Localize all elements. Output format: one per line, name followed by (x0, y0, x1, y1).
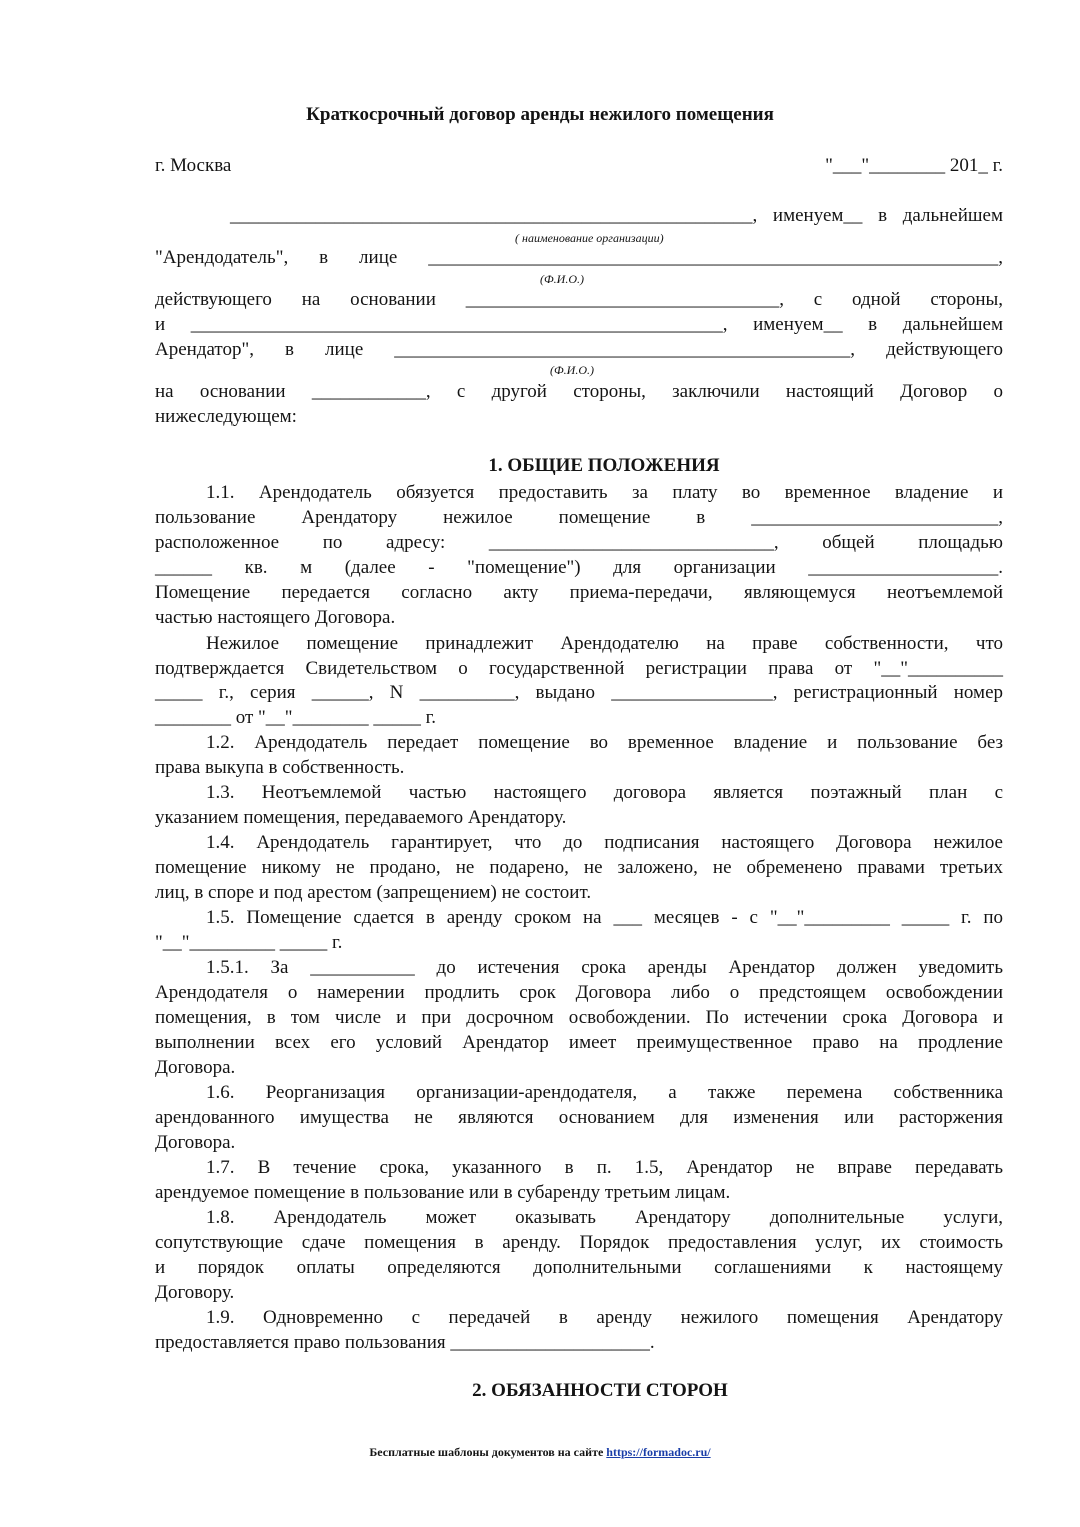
section-1-line: Договора. (155, 1057, 236, 1078)
section-1-line: арендованного имущества не являются основанием для изменения или расторжения (155, 1107, 1003, 1128)
preamble-line: нижеследующем: (155, 406, 297, 427)
section-1-line: и порядок оплаты определяются дополнительными соглашениями к настоящему (155, 1257, 1003, 1278)
section-1-line: 1.3. Неотъемлемой частью настоящего договора является поэтажный план с (206, 782, 1003, 803)
section-1-heading: 1. ОБЩИЕ ПОЛОЖЕНИЯ (488, 455, 720, 476)
section-1-line: Помещение передается согласно акту приема-передачи, являющемуся неотъемлемой (155, 582, 1003, 603)
section-1-line: 1.6. Реорганизация организации-арендодателя, а также перемена собственника (206, 1082, 1003, 1103)
section-1-line: 1.5.1. За ___________ до истечения срока аренды Арендатор должен уведомить (206, 957, 1003, 978)
section-1-line: _____ г., серия ______, N __________, выдано _________________, регистрационный номер (155, 682, 1003, 703)
footer-text: Бесплатные шаблоны документов на сайте (369, 1445, 607, 1459)
hint-fio: (Ф.И.О.) (550, 363, 594, 377)
hint-fio: (Ф.И.О.) (540, 272, 584, 286)
section-1-line: помещение никому не продано, не подарено, не заложено, не обременено правами третьих (155, 857, 1003, 878)
section-1-line: расположенное по адресу: ______________________________, общей площадью (155, 532, 1003, 553)
section-1-line: выполнении всех его условий Арендатор имеет преимущественное право на продление (155, 1032, 1003, 1053)
footer (0, 1445, 1080, 1460)
preamble-line: и ________________________________________________________, именуем__ в дальнейшем (155, 314, 1003, 335)
section-1-line: Договора. (155, 1132, 236, 1153)
section-1-line: права выкупа в собственность. (155, 757, 405, 778)
section-1-line: "__"_________ _____ г. (155, 932, 343, 953)
section-1-line: 1.2. Арендодатель передает помещение во временное владение и пользование без (206, 732, 1003, 753)
section-1-line: подтверждается Свидетельством о государственной регистрации права от "__"__________ (155, 658, 1003, 679)
section-1-line: Нежилое помещение принадлежит Арендодателю на праве собственности, что (206, 633, 1003, 654)
section-1-line: арендуемое помещение в пользование или в субаренду третьим лицам. (155, 1182, 731, 1203)
city: г. Москва (155, 155, 232, 176)
section-1-line: 1.7. В течение срока, указанного в п. 1.5, Арендатор не вправе передавать (206, 1157, 1003, 1178)
document-title: Краткосрочный договор аренды нежилого помещения (306, 104, 774, 125)
preamble-line: действующего на основании _________________________________, с одной стороны, (155, 289, 1003, 310)
preamble-line: _______________________________________________________, именуем__ в дальнейшем (230, 205, 1003, 226)
section-1-line: сопутствующие сдаче помещения в аренду. Порядок предоставления услуг, их стоимость (155, 1232, 1003, 1253)
footer-link[interactable]: https://formadoc.ru/ (606, 1445, 711, 1459)
section-1-line: 1.9. Одновременно с передачей в аренду нежилого помещения Арендатору (206, 1307, 1003, 1328)
section-1-line: лиц, в споре и под арестом (запрещением) не состоит. (155, 882, 592, 903)
preamble-line: на основании ____________, с другой стороны, заключили настоящий Договор о (155, 381, 1003, 402)
section-1-line: помещения, в том числе и при досрочном освобождении. По истечении срока Договора и (155, 1007, 1003, 1028)
section-1-line: 1.4. Арендодатель гарантирует, что до подписания настоящего Договора нежилое (206, 832, 1003, 853)
section-2-heading: 2. ОБЯЗАННОСТИ СТОРОН (472, 1380, 728, 1401)
section-1-line: Арендодателя о намерении продлить срок Договора либо о предстоящем освобождении (155, 982, 1003, 1003)
city-date-row (155, 154, 1003, 178)
section-1-line: ______ кв. м (далее - "помещение") для организации ____________________. (155, 557, 1003, 578)
section-1-line: 1.8. Арендодатель может оказывать Арендатору дополнительные услуги, (206, 1207, 1003, 1228)
section-1-line: Договору. (155, 1282, 235, 1303)
section-1-line: 1.5. Помещение сдается в аренду сроком на ___ месяцев - с "__"_________ _____ г. по (206, 907, 1003, 928)
preamble-line: Арендатор", в лице ________________________________________________, действующего (155, 339, 1003, 360)
section-1-line: пользование Арендатору нежилое помещение в __________________________, (155, 507, 1003, 528)
section-1-line: частью настоящего Договора. (155, 607, 396, 628)
contract-date: "___"________ 201_ г. (825, 155, 1003, 176)
preamble-line: "Арендодатель", в лице ____________________________________________________________, (155, 247, 1003, 268)
hint-organization: ( наименование организации) (515, 231, 664, 245)
section-1-line: указанием помещения, передаваемого Арендатору. (155, 807, 567, 828)
section-1-line: ________ от "__"________ _____ г. (155, 707, 436, 728)
section-1-line: 1.1. Арендодатель обязуется предоставить за плату во временное владение и (206, 482, 1003, 503)
section-1-line: предоставляется право пользования _____________________. (155, 1332, 655, 1353)
